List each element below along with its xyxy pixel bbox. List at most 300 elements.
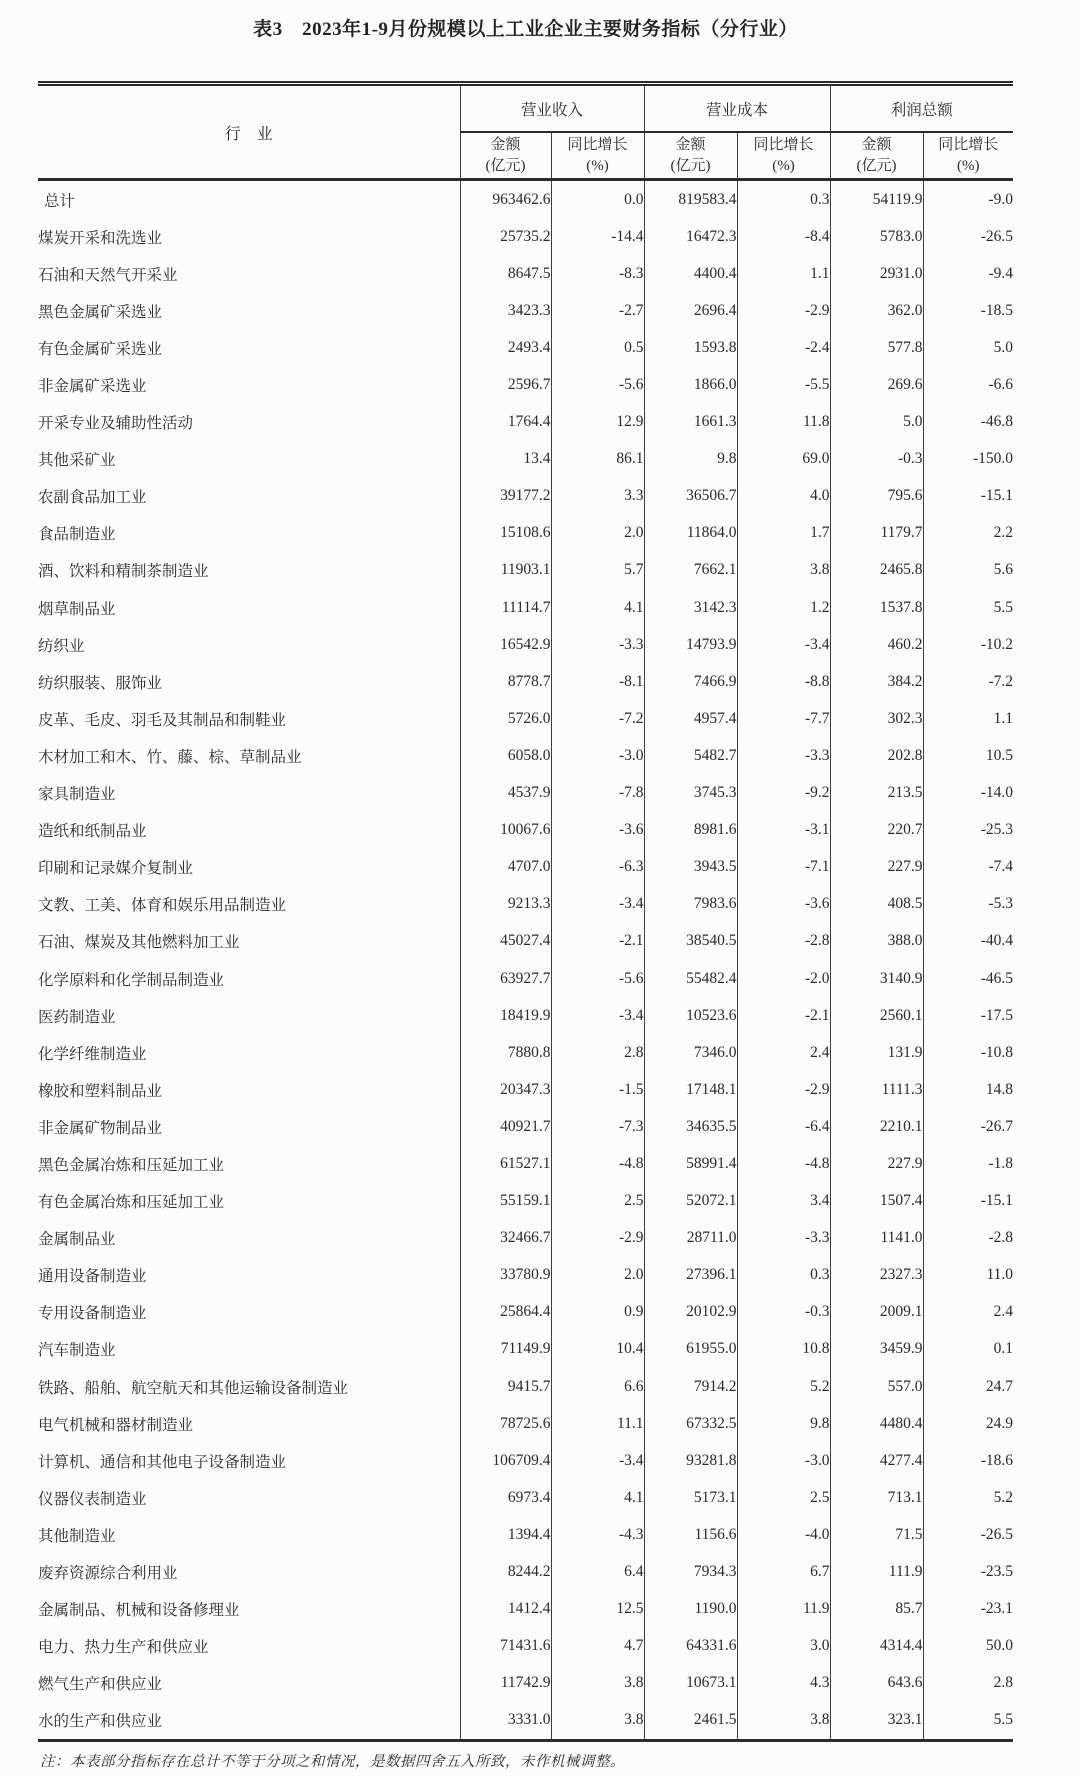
value-cell: 63927.7 bbox=[460, 960, 551, 997]
value-cell: 3.0 bbox=[737, 1628, 830, 1665]
value-cell: 213.5 bbox=[830, 775, 923, 812]
value-cell: 1537.8 bbox=[830, 589, 923, 626]
industry-cell: 废弃资源综合利用业 bbox=[38, 1565, 178, 1583]
value-cell: -3.1 bbox=[737, 812, 830, 849]
value-cell: 1764.4 bbox=[460, 404, 551, 441]
value-cell: -3.6 bbox=[551, 812, 644, 849]
value-cell: 7662.1 bbox=[644, 552, 737, 589]
table-row bbox=[38, 626, 1013, 663]
value-cell: 4957.4 bbox=[644, 700, 737, 737]
value-cell: 2.5 bbox=[737, 1479, 830, 1516]
value-cell: 302.3 bbox=[830, 700, 923, 737]
table-row bbox=[38, 1331, 1013, 1368]
value-cell: -14.4 bbox=[551, 218, 644, 255]
industry-cell: 通用设备制造业 bbox=[38, 1268, 147, 1286]
table-row bbox=[38, 1220, 1013, 1257]
value-cell: 202.8 bbox=[830, 737, 923, 774]
table-row bbox=[38, 1553, 1013, 1590]
value-cell: 1141.0 bbox=[830, 1220, 923, 1257]
value-cell: 2.0 bbox=[551, 515, 644, 552]
value-cell: 67332.5 bbox=[644, 1405, 737, 1442]
value-cell: -26.5 bbox=[923, 218, 1013, 255]
value-cell: 3459.9 bbox=[830, 1331, 923, 1368]
value-cell: 4480.4 bbox=[830, 1405, 923, 1442]
value-cell: -8.4 bbox=[737, 218, 830, 255]
sub-header-amount-unit: (亿元) bbox=[856, 157, 897, 174]
value-cell: 86.1 bbox=[551, 441, 644, 478]
value-cell: 32466.7 bbox=[460, 1220, 551, 1257]
value-cell: -8.3 bbox=[551, 255, 644, 292]
value-cell: -3.3 bbox=[737, 737, 830, 774]
group-header-total-profit: 利润总额 bbox=[830, 84, 1013, 133]
value-cell: 2560.1 bbox=[830, 997, 923, 1034]
value-cell: 227.9 bbox=[830, 1145, 923, 1182]
value-cell: 45027.4 bbox=[460, 923, 551, 960]
industry-column-header: 行 业 bbox=[38, 84, 460, 180]
value-cell: 2.8 bbox=[551, 1034, 644, 1071]
value-cell: 2696.4 bbox=[644, 292, 737, 329]
value-cell: 2596.7 bbox=[460, 366, 551, 403]
value-cell: 1.7 bbox=[737, 515, 830, 552]
value-cell: -7.3 bbox=[551, 1108, 644, 1145]
value-cell: 6058.0 bbox=[460, 737, 551, 774]
table-row bbox=[38, 1405, 1013, 1442]
value-cell: 85.7 bbox=[830, 1591, 923, 1628]
value-cell: 3745.3 bbox=[644, 775, 737, 812]
sub-header-revenue-amount bbox=[460, 132, 551, 180]
value-cell: 2.2 bbox=[923, 515, 1013, 552]
sub-header-revenue-growth bbox=[551, 132, 644, 180]
financial-indicators-table bbox=[38, 81, 1013, 1742]
value-cell: -7.4 bbox=[923, 849, 1013, 886]
value-cell: 14793.9 bbox=[644, 626, 737, 663]
industry-cell: 文教、工美、体育和娱乐用品制造业 bbox=[38, 897, 287, 915]
value-cell: -2.7 bbox=[551, 292, 644, 329]
value-cell: 11742.9 bbox=[460, 1665, 551, 1702]
value-cell: 14.8 bbox=[923, 1071, 1013, 1108]
value-cell: 2461.5 bbox=[644, 1702, 737, 1741]
value-cell: 4.3 bbox=[737, 1665, 830, 1702]
value-cell: 33780.9 bbox=[460, 1257, 551, 1294]
value-cell: -26.7 bbox=[923, 1108, 1013, 1145]
industry-cell: 黑色金属冶炼和压延加工业 bbox=[38, 1156, 225, 1174]
table-row bbox=[38, 1034, 1013, 1071]
industry-cell: 计算机、通信和其他电子设备制造业 bbox=[38, 1453, 287, 1471]
value-cell: 11.1 bbox=[551, 1405, 644, 1442]
industry-cell: 黑色金属矿采选业 bbox=[38, 303, 163, 321]
value-cell: 1.1 bbox=[737, 255, 830, 292]
value-cell: 131.9 bbox=[830, 1034, 923, 1071]
value-cell: 5.0 bbox=[923, 329, 1013, 366]
table-row bbox=[38, 1702, 1013, 1741]
value-cell: 1111.3 bbox=[830, 1071, 923, 1108]
table-row bbox=[38, 1479, 1013, 1516]
value-cell: 61955.0 bbox=[644, 1331, 737, 1368]
value-cell: 4314.4 bbox=[830, 1628, 923, 1665]
value-cell: 11864.0 bbox=[644, 515, 737, 552]
industry-cell: 汽车制造业 bbox=[38, 1342, 116, 1360]
value-cell: -2.8 bbox=[737, 923, 830, 960]
value-cell: 40921.7 bbox=[460, 1108, 551, 1145]
value-cell: -7.1 bbox=[737, 849, 830, 886]
value-cell: 4537.9 bbox=[460, 775, 551, 812]
table-row bbox=[38, 960, 1013, 997]
value-cell: 2327.3 bbox=[830, 1257, 923, 1294]
value-cell: 2.5 bbox=[551, 1183, 644, 1220]
value-cell: -3.6 bbox=[737, 886, 830, 923]
value-cell: 4400.4 bbox=[644, 255, 737, 292]
value-cell: 11.0 bbox=[923, 1257, 1013, 1294]
sub-header-growth-label: 同比增长 bbox=[567, 136, 628, 153]
value-cell: 1661.3 bbox=[644, 404, 737, 441]
value-cell: 388.0 bbox=[830, 923, 923, 960]
value-cell: 52072.1 bbox=[644, 1183, 737, 1220]
value-cell: 7346.0 bbox=[644, 1034, 737, 1071]
value-cell: -18.6 bbox=[923, 1442, 1013, 1479]
value-cell: 0.3 bbox=[737, 1257, 830, 1294]
table-row bbox=[38, 255, 1013, 292]
table-row bbox=[38, 1108, 1013, 1145]
value-cell: 8981.6 bbox=[644, 812, 737, 849]
value-cell: 2.4 bbox=[923, 1294, 1013, 1331]
value-cell: 6.7 bbox=[737, 1553, 830, 1590]
value-cell: -1.8 bbox=[923, 1145, 1013, 1182]
value-cell: 1190.0 bbox=[644, 1591, 737, 1628]
value-cell: 20102.9 bbox=[644, 1294, 737, 1331]
sub-header-profit-growth bbox=[923, 132, 1013, 180]
industry-cell: 有色金属冶炼和压延加工业 bbox=[38, 1194, 225, 1212]
value-cell: -150.0 bbox=[923, 441, 1013, 478]
value-cell: -5.3 bbox=[923, 886, 1013, 923]
value-cell: 362.0 bbox=[830, 292, 923, 329]
industry-cell: 非金属矿物制品业 bbox=[38, 1119, 163, 1137]
industry-cell: 燃气生产和供应业 bbox=[38, 1676, 163, 1694]
value-cell: -2.4 bbox=[737, 329, 830, 366]
value-cell: -23.1 bbox=[923, 1591, 1013, 1628]
sub-header-amount-label: 金额 bbox=[675, 136, 706, 153]
value-cell: 13.4 bbox=[460, 441, 551, 478]
industry-cell: 其他采矿业 bbox=[38, 452, 116, 470]
table-row bbox=[38, 478, 1013, 515]
value-cell: 54119.9 bbox=[830, 180, 923, 219]
value-cell: 5726.0 bbox=[460, 700, 551, 737]
value-cell: 5783.0 bbox=[830, 218, 923, 255]
value-cell: -46.8 bbox=[923, 404, 1013, 441]
value-cell: 7934.3 bbox=[644, 1553, 737, 1590]
table-row bbox=[38, 589, 1013, 626]
value-cell: -25.3 bbox=[923, 812, 1013, 849]
sub-header-growth-unit: (%) bbox=[586, 157, 609, 174]
value-cell: 8778.7 bbox=[460, 663, 551, 700]
value-cell: 11903.1 bbox=[460, 552, 551, 589]
value-cell: -46.5 bbox=[923, 960, 1013, 997]
industry-cell: 酒、饮料和精制茶制造业 bbox=[38, 563, 209, 581]
value-cell: 220.7 bbox=[830, 812, 923, 849]
value-cell: -4.8 bbox=[551, 1145, 644, 1182]
sub-header-growth-unit: (%) bbox=[957, 157, 980, 174]
value-cell: 55482.4 bbox=[644, 960, 737, 997]
industry-cell: 金属制品业 bbox=[38, 1231, 116, 1249]
value-cell: 0.3 bbox=[737, 180, 830, 219]
value-cell: -9.4 bbox=[923, 255, 1013, 292]
value-cell: 4.0 bbox=[737, 478, 830, 515]
value-cell: -14.0 bbox=[923, 775, 1013, 812]
sub-header-amount-unit: (亿元) bbox=[670, 157, 711, 174]
industry-cell: 铁路、船舶、航空航天和其他运输设备制造业 bbox=[38, 1379, 349, 1397]
table-row bbox=[38, 441, 1013, 478]
value-cell: 408.5 bbox=[830, 886, 923, 923]
value-cell: -9.2 bbox=[737, 775, 830, 812]
value-cell: 16472.3 bbox=[644, 218, 737, 255]
industry-cell: 皮革、毛皮、羽毛及其制品和制鞋业 bbox=[38, 711, 287, 729]
value-cell: 10.4 bbox=[551, 1331, 644, 1368]
value-cell: -5.5 bbox=[737, 366, 830, 403]
sub-header-amount-label: 金额 bbox=[861, 136, 892, 153]
value-cell: 2465.8 bbox=[830, 552, 923, 589]
table-row bbox=[38, 737, 1013, 774]
value-cell: 2.0 bbox=[551, 1257, 644, 1294]
value-cell: -26.5 bbox=[923, 1516, 1013, 1553]
value-cell: -7.8 bbox=[551, 775, 644, 812]
value-cell: 3331.0 bbox=[460, 1702, 551, 1741]
table-row bbox=[38, 1257, 1013, 1294]
value-cell: 24.7 bbox=[923, 1368, 1013, 1405]
value-cell: 9415.7 bbox=[460, 1368, 551, 1405]
table-row bbox=[38, 1294, 1013, 1331]
value-cell: 106709.4 bbox=[460, 1442, 551, 1479]
industry-cell: 非金属矿采选业 bbox=[38, 378, 147, 396]
industry-cell: 其他制造业 bbox=[38, 1527, 116, 1545]
value-cell: 71149.9 bbox=[460, 1331, 551, 1368]
table-row bbox=[38, 775, 1013, 812]
value-cell: 5.7 bbox=[551, 552, 644, 589]
value-cell: -23.5 bbox=[923, 1553, 1013, 1590]
sub-header-growth-label: 同比增长 bbox=[938, 136, 999, 153]
industry-cell: 纺织业 bbox=[38, 637, 85, 655]
value-cell: 963462.6 bbox=[460, 180, 551, 219]
value-cell: 1156.6 bbox=[644, 1516, 737, 1553]
value-cell: 2.8 bbox=[923, 1665, 1013, 1702]
industry-cell: 印刷和记录媒介复制业 bbox=[38, 860, 194, 878]
value-cell: -4.0 bbox=[737, 1516, 830, 1553]
value-cell: 34635.5 bbox=[644, 1108, 737, 1145]
value-cell: -10.2 bbox=[923, 626, 1013, 663]
value-cell: 5.5 bbox=[923, 1702, 1013, 1741]
value-cell: -6.6 bbox=[923, 366, 1013, 403]
sub-header-amount-label: 金额 bbox=[490, 136, 521, 153]
table-row bbox=[38, 515, 1013, 552]
value-cell: 643.6 bbox=[830, 1665, 923, 1702]
value-cell: 1593.8 bbox=[644, 329, 737, 366]
value-cell: 7914.2 bbox=[644, 1368, 737, 1405]
value-cell: 111.9 bbox=[830, 1553, 923, 1590]
value-cell: 0.9 bbox=[551, 1294, 644, 1331]
value-cell: -15.1 bbox=[923, 1183, 1013, 1220]
table-row bbox=[38, 1183, 1013, 1220]
value-cell: 9.8 bbox=[737, 1405, 830, 1442]
industry-cell: 化学原料和化学制品制造业 bbox=[38, 971, 225, 989]
value-cell: 71431.6 bbox=[460, 1628, 551, 1665]
table-row bbox=[38, 1071, 1013, 1108]
industry-cell: 电力、热力生产和供应业 bbox=[38, 1639, 209, 1657]
table-row bbox=[38, 292, 1013, 329]
value-cell: -7.2 bbox=[923, 663, 1013, 700]
value-cell: -3.4 bbox=[551, 997, 644, 1034]
value-cell: 8244.2 bbox=[460, 1553, 551, 1590]
industry-cell: 烟草制品业 bbox=[38, 600, 116, 618]
value-cell: -3.3 bbox=[551, 626, 644, 663]
table-row bbox=[38, 663, 1013, 700]
value-cell: 6.6 bbox=[551, 1368, 644, 1405]
industry-cell: 专用设备制造业 bbox=[38, 1305, 147, 1323]
table-row bbox=[38, 1516, 1013, 1553]
table-row bbox=[38, 1368, 1013, 1405]
value-cell: 2.4 bbox=[737, 1034, 830, 1071]
table-row bbox=[38, 1145, 1013, 1182]
value-cell: 64331.6 bbox=[644, 1628, 737, 1665]
table-row bbox=[38, 404, 1013, 441]
value-cell: -8.8 bbox=[737, 663, 830, 700]
value-cell: 1394.4 bbox=[460, 1516, 551, 1553]
value-cell: 1866.0 bbox=[644, 366, 737, 403]
value-cell: 10.8 bbox=[737, 1331, 830, 1368]
industry-cell: 煤炭开采和洗选业 bbox=[38, 229, 163, 247]
industry-cell: 有色金属矿采选业 bbox=[38, 340, 163, 358]
value-cell: 18419.9 bbox=[460, 997, 551, 1034]
table-body bbox=[38, 180, 1013, 1741]
value-cell: 5.2 bbox=[737, 1368, 830, 1405]
value-cell: 12.9 bbox=[551, 404, 644, 441]
industry-cell: 纺织服装、服饰业 bbox=[38, 674, 163, 692]
value-cell: 12.5 bbox=[551, 1591, 644, 1628]
value-cell: 713.1 bbox=[830, 1479, 923, 1516]
value-cell: -0.3 bbox=[830, 441, 923, 478]
value-cell: 227.9 bbox=[830, 849, 923, 886]
sub-header-growth-label: 同比增长 bbox=[753, 136, 814, 153]
value-cell: -2.1 bbox=[551, 923, 644, 960]
table-row bbox=[38, 700, 1013, 737]
value-cell: -3.4 bbox=[737, 626, 830, 663]
table-row bbox=[38, 366, 1013, 403]
value-cell: -3.4 bbox=[551, 886, 644, 923]
value-cell: 36506.7 bbox=[644, 478, 737, 515]
value-cell: 28711.0 bbox=[644, 1220, 737, 1257]
sub-header-amount-unit: (亿元) bbox=[485, 157, 526, 174]
industry-cell: 总计 bbox=[44, 192, 76, 210]
value-cell: -2.9 bbox=[737, 1071, 830, 1108]
value-cell: 3142.3 bbox=[644, 589, 737, 626]
value-cell: 11114.7 bbox=[460, 589, 551, 626]
industry-cell: 橡胶和塑料制品业 bbox=[38, 1082, 163, 1100]
value-cell: 384.2 bbox=[830, 663, 923, 700]
sub-header-cost-growth bbox=[737, 132, 830, 180]
page-title: 表3 2023年1-9月份规模以上工业企业主要财务指标（分行业） bbox=[253, 19, 798, 40]
value-cell: 93281.8 bbox=[644, 1442, 737, 1479]
table-row bbox=[38, 329, 1013, 366]
value-cell: 323.1 bbox=[830, 1702, 923, 1741]
value-cell: -2.8 bbox=[923, 1220, 1013, 1257]
value-cell: 3.3 bbox=[551, 478, 644, 515]
value-cell: 50.0 bbox=[923, 1628, 1013, 1665]
value-cell: -10.8 bbox=[923, 1034, 1013, 1071]
value-cell: 58991.4 bbox=[644, 1145, 737, 1182]
value-cell: 6973.4 bbox=[460, 1479, 551, 1516]
value-cell: 4.1 bbox=[551, 589, 644, 626]
industry-cell: 造纸和纸制品业 bbox=[38, 823, 147, 841]
value-cell: 5.5 bbox=[923, 589, 1013, 626]
value-cell: -2.9 bbox=[737, 292, 830, 329]
value-cell: 2931.0 bbox=[830, 255, 923, 292]
value-cell: 5482.7 bbox=[644, 737, 737, 774]
value-cell: 10523.6 bbox=[644, 997, 737, 1034]
industry-cell: 家具制造业 bbox=[38, 786, 116, 804]
value-cell: 460.2 bbox=[830, 626, 923, 663]
value-cell: 9.8 bbox=[644, 441, 737, 478]
value-cell: -6.3 bbox=[551, 849, 644, 886]
value-cell: 11.8 bbox=[737, 404, 830, 441]
table-row bbox=[38, 1442, 1013, 1479]
value-cell: 61527.1 bbox=[460, 1145, 551, 1182]
value-cell: 2493.4 bbox=[460, 329, 551, 366]
value-cell: -9.0 bbox=[923, 180, 1013, 219]
value-cell: 7466.9 bbox=[644, 663, 737, 700]
value-cell: 3.8 bbox=[551, 1702, 644, 1741]
table-row bbox=[38, 180, 1013, 219]
value-cell: 71.5 bbox=[830, 1516, 923, 1553]
value-cell: -7.7 bbox=[737, 700, 830, 737]
value-cell: 1.2 bbox=[737, 589, 830, 626]
table-row bbox=[38, 849, 1013, 886]
value-cell: 1.1 bbox=[923, 700, 1013, 737]
value-cell: 3943.5 bbox=[644, 849, 737, 886]
value-cell: 55159.1 bbox=[460, 1183, 551, 1220]
value-cell: -3.4 bbox=[551, 1442, 644, 1479]
table-row bbox=[38, 1591, 1013, 1628]
value-cell: 17148.1 bbox=[644, 1071, 737, 1108]
value-cell: 577.8 bbox=[830, 329, 923, 366]
value-cell: -17.5 bbox=[923, 997, 1013, 1034]
industry-cell: 金属制品、机械和设备修理业 bbox=[38, 1602, 240, 1620]
table-row bbox=[38, 923, 1013, 960]
table-row bbox=[38, 218, 1013, 255]
value-cell: 39177.2 bbox=[460, 478, 551, 515]
value-cell: -2.9 bbox=[551, 1220, 644, 1257]
footnote: 注：本表部分指标存在总计不等于分项之和情况，是数据四舍五入所致，未作机械调整。 bbox=[40, 1754, 625, 1770]
value-cell: -8.1 bbox=[551, 663, 644, 700]
industry-cell: 水的生产和供应业 bbox=[38, 1713, 163, 1731]
industry-cell: 开采专业及辅助性活动 bbox=[38, 415, 194, 433]
value-cell: 38540.5 bbox=[644, 923, 737, 960]
industry-cell: 木材加工和木、竹、藤、棕、草制品业 bbox=[38, 748, 302, 766]
sub-header-cost-amount bbox=[644, 132, 737, 180]
value-cell: -3.0 bbox=[551, 737, 644, 774]
value-cell: -4.8 bbox=[737, 1145, 830, 1182]
value-cell: 795.6 bbox=[830, 478, 923, 515]
sub-header-profit-amount bbox=[830, 132, 923, 180]
value-cell: 0.5 bbox=[551, 329, 644, 366]
industry-cell: 电气机械和器材制造业 bbox=[38, 1416, 194, 1434]
industry-cell: 食品制造业 bbox=[38, 526, 116, 544]
value-cell: 3.8 bbox=[737, 552, 830, 589]
value-cell: 25864.4 bbox=[460, 1294, 551, 1331]
table-row bbox=[38, 812, 1013, 849]
value-cell: 6.4 bbox=[551, 1553, 644, 1590]
value-cell: 819583.4 bbox=[644, 180, 737, 219]
value-cell: -7.2 bbox=[551, 700, 644, 737]
sub-header-growth-unit: (%) bbox=[772, 157, 795, 174]
table-row bbox=[38, 552, 1013, 589]
value-cell: 16542.9 bbox=[460, 626, 551, 663]
